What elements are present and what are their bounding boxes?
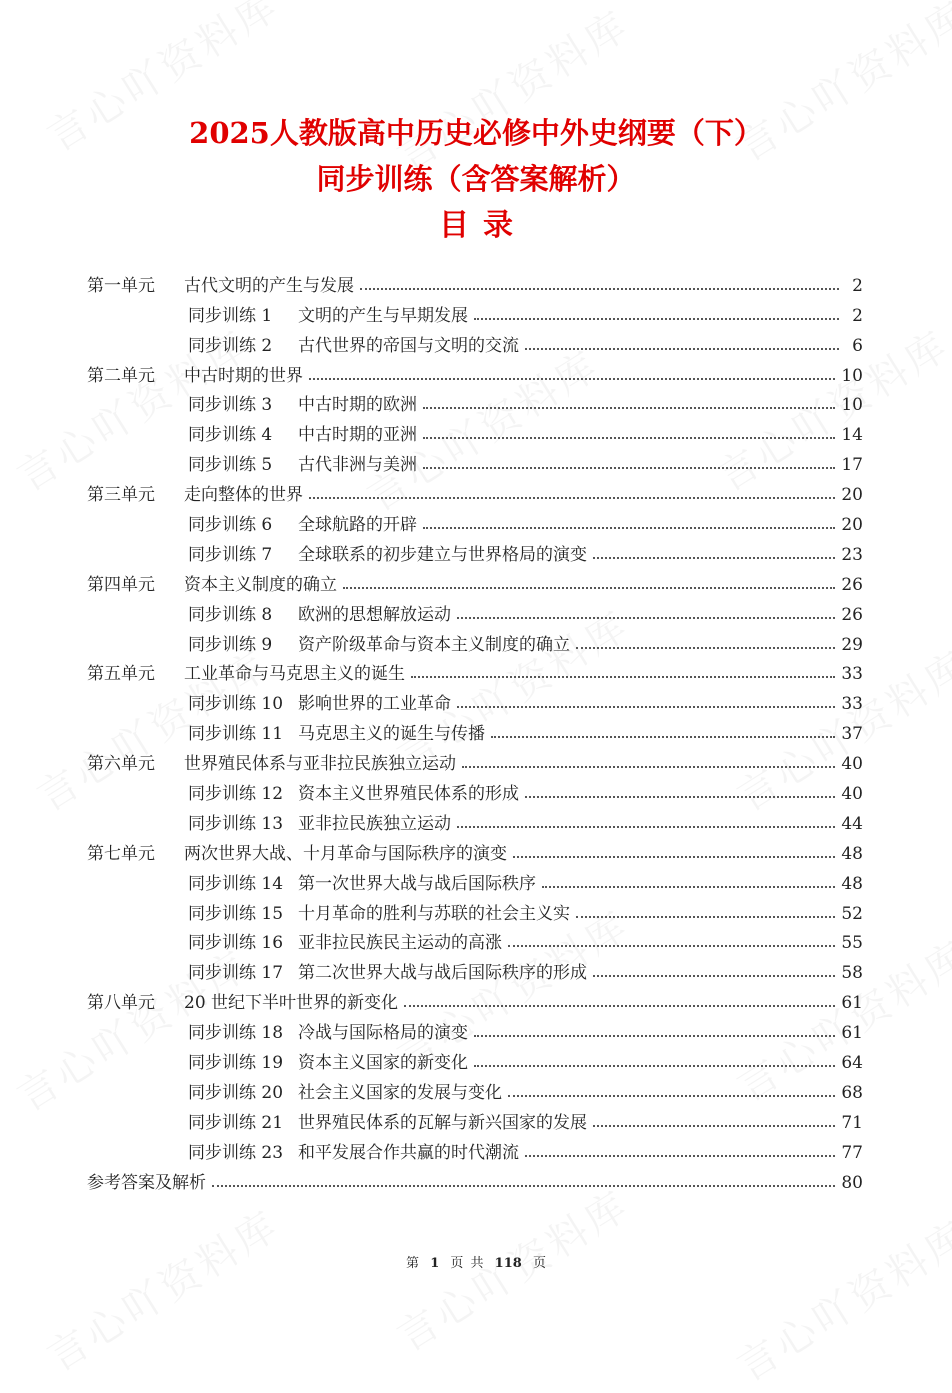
toc-unit-entry[interactable] <box>87 983 863 1013</box>
dot-leader <box>457 706 835 708</box>
dot-leader <box>423 527 835 529</box>
toc-entry-title: 冷战与国际格局的演变 <box>298 1023 468 1044</box>
toc-entry-title: 亚非拉民族民主运动的高涨 <box>298 933 502 954</box>
toc-entry-title: 和平发展合作共赢的时代潮流 <box>298 1142 519 1163</box>
toc-sub-entry[interactable] <box>87 774 863 804</box>
toc-entry-title: 马克思主义的诞生与传播 <box>298 724 485 745</box>
toc-entry-label: 同步训练 13 <box>188 813 284 834</box>
dot-leader <box>404 1005 835 1007</box>
toc-entry-title: 世界殖民体系与亚非拉民族独立运动 <box>184 754 456 775</box>
toc-entry-page: 37 <box>841 724 863 745</box>
toc-entry-page: 80 <box>841 1172 863 1193</box>
footer-page-number: 1 <box>430 1256 440 1271</box>
toc-entry-label: 同步训练 23 <box>188 1142 284 1163</box>
toc-entry-label: 同步训练 11 <box>188 724 284 745</box>
toc-entry-label: 同步训练 4 <box>188 425 273 446</box>
dot-leader <box>360 288 839 290</box>
toc-entry-title: 走向整体的世界 <box>184 485 303 506</box>
toc-entry-page: 6 <box>852 335 863 356</box>
toc-entry-page: 20 <box>841 485 863 506</box>
toc-entry-page: 26 <box>841 604 863 625</box>
dot-leader <box>593 557 835 559</box>
toc-entry-page: 77 <box>841 1142 863 1163</box>
toc-entry-page: 10 <box>841 395 863 416</box>
document-title: 2025人教版高中历史必修中外史纲要（下） <box>189 116 763 150</box>
toc-entry-title: 中古时期的亚洲 <box>298 425 417 446</box>
toc-entry-label: 同步训练 16 <box>188 933 284 954</box>
toc-sub-entry[interactable] <box>87 864 863 894</box>
footer-total-pages: 118 <box>494 1256 522 1271</box>
toc-entry-label: 第五单元 <box>87 664 155 685</box>
toc-sub-entry[interactable] <box>87 1073 863 1103</box>
toc-entry-title: 资产阶级革命与资本主义制度的确立 <box>298 634 570 655</box>
toc-entry-title: 20 世纪下半叶世界的新变化 <box>184 993 399 1014</box>
toc-entry-label: 同步训练 3 <box>188 395 273 416</box>
toc-unit-entry[interactable] <box>87 655 863 685</box>
toc-sub-entry[interactable] <box>87 924 863 954</box>
toc-entry-label: 第四单元 <box>87 574 155 595</box>
toc-entry-page: 61 <box>841 1023 863 1044</box>
toc-sub-entry[interactable] <box>87 1013 863 1043</box>
toc-entry-title: 第二次世界大战与战后国际秩序的形成 <box>298 963 587 984</box>
dot-leader <box>491 736 835 738</box>
toc-entry-title: 世界殖民体系的瓦解与新兴国家的发展 <box>298 1112 587 1133</box>
dot-leader <box>411 676 835 678</box>
toc-entry-page: 20 <box>841 515 863 536</box>
table-of-contents <box>87 266 863 1193</box>
toc-entry-page: 48 <box>841 873 863 894</box>
dot-leader <box>474 1065 835 1067</box>
toc-entry-page: 40 <box>841 754 863 775</box>
toc-entry-title: 中古时期的世界 <box>184 365 303 386</box>
toc-answers-entry[interactable] <box>87 1163 863 1193</box>
toc-entry-page: 29 <box>841 634 863 655</box>
toc-entry-label: 同步训练 14 <box>188 873 284 894</box>
footer-prefix: 第 <box>406 1256 420 1271</box>
toc-entry-title: 影响世界的工业革命 <box>298 694 451 715</box>
dot-leader <box>576 647 835 649</box>
toc-entry-title: 全球联系的初步建立与世界格局的演变 <box>298 544 587 565</box>
toc-sub-entry[interactable] <box>87 684 863 714</box>
toc-entry-label: 同步训练 20 <box>188 1082 284 1103</box>
page-footer <box>0 1252 952 1271</box>
watermark <box>725 1204 952 1392</box>
toc-unit-entry[interactable] <box>87 565 863 595</box>
toc-entry-page: 10 <box>841 365 863 386</box>
toc-entry-page: 68 <box>841 1082 863 1103</box>
toc-sub-entry[interactable] <box>87 505 863 535</box>
toc-entry-page: 2 <box>852 305 863 326</box>
toc-entry-title: 全球航路的开辟 <box>298 515 417 536</box>
toc-entry-page: 58 <box>841 963 863 984</box>
toc-entry-label: 同步训练 19 <box>188 1053 284 1074</box>
toc-sub-entry[interactable] <box>87 415 863 445</box>
toc-entry-title: 欧洲的思想解放运动 <box>298 604 451 625</box>
toc-entry-page: 61 <box>841 993 863 1014</box>
toc-sub-entry[interactable] <box>87 445 863 475</box>
dot-leader <box>474 318 839 320</box>
dot-leader <box>474 1035 835 1037</box>
toc-entry-label: 第七单元 <box>87 843 155 864</box>
toc-entry-label: 同步训练 6 <box>188 515 273 536</box>
toc-entry-page: 14 <box>841 425 863 446</box>
toc-entry-page: 26 <box>841 574 863 595</box>
toc-entry-title: 文明的产生与早期发展 <box>298 305 468 326</box>
dot-leader <box>343 587 835 589</box>
dot-leader <box>423 467 835 469</box>
toc-unit-entry[interactable] <box>87 356 863 386</box>
toc-entry-title: 十月革命的胜利与苏联的社会主义实 <box>298 903 570 924</box>
toc-entry-page: 55 <box>841 933 863 954</box>
toc-unit-entry[interactable] <box>87 266 863 296</box>
toc-sub-entry[interactable] <box>87 953 863 983</box>
toc-entry-title: 资本主义制度的确立 <box>184 574 337 595</box>
dot-leader <box>542 886 835 888</box>
dot-leader <box>593 975 835 977</box>
toc-heading: 目录 <box>439 208 527 243</box>
dot-leader <box>462 766 835 768</box>
toc-entry-page: 71 <box>841 1112 863 1133</box>
dot-leader <box>457 826 835 828</box>
toc-sub-entry[interactable] <box>87 296 863 326</box>
document-subtitle: 同步训练（含答案解析） <box>316 162 636 196</box>
toc-sub-entry[interactable] <box>87 386 863 416</box>
toc-unit-entry[interactable] <box>87 744 863 774</box>
toc-entry-label: 第六单元 <box>87 754 155 775</box>
toc-entry-page: 33 <box>841 694 863 715</box>
toc-entry-page: 48 <box>841 843 863 864</box>
dot-leader <box>508 945 835 947</box>
toc-entry-page: 2 <box>852 275 863 296</box>
toc-entry-label: 同步训练 18 <box>188 1023 284 1044</box>
footer-suffix: 页 <box>532 1256 546 1271</box>
toc-unit-entry[interactable] <box>87 475 863 505</box>
toc-entry-title: 中古时期的欧洲 <box>298 395 417 416</box>
toc-entry-label: 同步训练 1 <box>188 305 273 326</box>
toc-entry-label: 同步训练 12 <box>188 784 284 805</box>
toc-sub-entry[interactable] <box>87 326 863 356</box>
dot-leader <box>309 378 835 380</box>
toc-entry-page: 33 <box>841 664 863 685</box>
footer-middle: 页 共 <box>450 1256 484 1271</box>
toc-sub-entry[interactable] <box>87 1043 863 1073</box>
toc-entry-page: 40 <box>841 784 863 805</box>
toc-sub-entry[interactable] <box>87 595 863 625</box>
dot-leader <box>423 407 835 409</box>
toc-entry-title: 古代世界的帝国与文明的交流 <box>298 335 519 356</box>
toc-entry-label: 同步训练 5 <box>188 455 273 476</box>
toc-entry-page: 44 <box>841 813 863 834</box>
dot-leader <box>309 497 835 499</box>
toc-sub-entry[interactable] <box>87 804 863 834</box>
toc-entry-label: 同步训练 10 <box>188 694 284 715</box>
toc-entry-page: 64 <box>841 1053 863 1074</box>
toc-sub-entry[interactable] <box>87 535 863 565</box>
toc-entry-title: 古代非洲与美洲 <box>298 455 417 476</box>
toc-entry-page: 23 <box>841 544 863 565</box>
dot-leader <box>423 437 835 439</box>
dot-leader <box>525 348 839 350</box>
toc-entry-label: 同步训练 7 <box>188 544 273 565</box>
toc-entry-page: 52 <box>841 903 863 924</box>
dot-leader <box>508 1095 835 1097</box>
toc-entry-title: 资本主义国家的新变化 <box>298 1053 468 1074</box>
toc-entry-page: 17 <box>841 455 863 476</box>
toc-sub-entry[interactable] <box>87 714 863 744</box>
toc-entry-title: 资本主义世界殖民体系的形成 <box>298 784 519 805</box>
dot-leader <box>525 1155 835 1157</box>
dot-leader <box>513 856 835 858</box>
document-title-block <box>0 118 952 241</box>
toc-entry-label: 第八单元 <box>87 993 155 1014</box>
dot-leader <box>525 796 835 798</box>
toc-entry-title: 古代文明的产生与发展 <box>184 275 354 296</box>
toc-entry-title: 参考答案及解析 <box>87 1172 206 1193</box>
toc-entry-title: 亚非拉民族独立运动 <box>298 813 451 834</box>
toc-sub-entry[interactable] <box>87 625 863 655</box>
toc-entry-title: 第一次世界大战与战后国际秩序 <box>298 873 536 894</box>
toc-entry-title: 社会主义国家的发展与变化 <box>298 1082 502 1103</box>
toc-sub-entry[interactable] <box>87 894 863 924</box>
dot-leader <box>212 1185 835 1187</box>
dot-leader <box>576 916 835 918</box>
toc-entry-label: 第三单元 <box>87 485 155 506</box>
toc-sub-entry[interactable] <box>87 1103 863 1133</box>
toc-entry-label: 第二单元 <box>87 365 155 386</box>
toc-entry-label: 同步训练 8 <box>188 604 273 625</box>
watermark <box>35 1194 289 1382</box>
toc-entry-label: 同步训练 17 <box>188 963 284 984</box>
toc-entry-label: 第一单元 <box>87 275 155 296</box>
toc-entry-label: 同步训练 15 <box>188 903 284 924</box>
toc-entry-label: 同步训练 9 <box>188 634 273 655</box>
dot-leader <box>457 617 835 619</box>
toc-entry-label: 同步训练 2 <box>188 335 273 356</box>
dot-leader <box>593 1125 835 1127</box>
toc-entry-label: 同步训练 21 <box>188 1112 284 1133</box>
toc-unit-entry[interactable] <box>87 834 863 864</box>
toc-entry-title: 两次世界大战、十月革命与国际秩序的演变 <box>184 843 507 864</box>
toc-entry-title: 工业革命与马克思主义的诞生 <box>184 664 405 685</box>
toc-sub-entry[interactable] <box>87 1133 863 1163</box>
